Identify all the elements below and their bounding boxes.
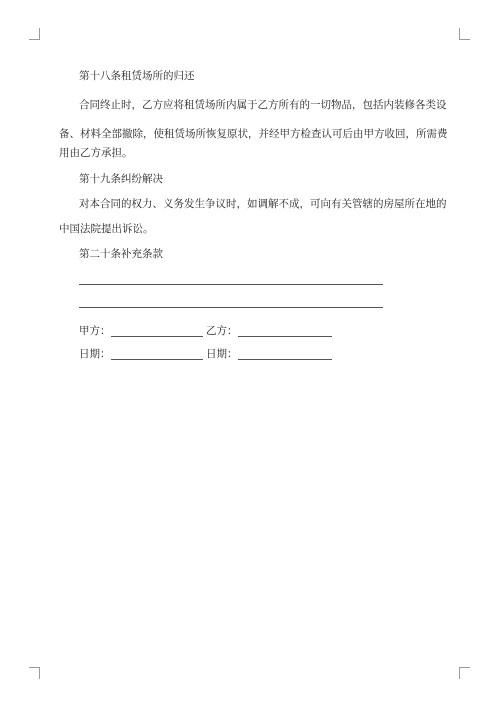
crop-mark-top-right: [459, 28, 470, 40]
crop-mark-bottom-right: [459, 667, 470, 679]
supplementary-terms-blank-line-1[interactable]: [79, 284, 383, 285]
party-b-signature-line[interactable]: [238, 336, 332, 337]
article-19-line-2: 中国法院提出诉讼。: [59, 223, 154, 235]
party-signature-row: [79, 324, 339, 338]
party-b-label: 乙方：: [206, 325, 238, 337]
date-b-label: 日期：: [206, 348, 238, 360]
article-18-line-1: 合同终止时，乙方应将租赁场所内属于乙方所有的一切物品，包括内装修各类设: [79, 99, 447, 111]
article-19-heading: 第十九条纠纷解决: [79, 173, 163, 185]
date-a-label: 日期：: [79, 348, 111, 360]
article-20-heading: 第二十条补充条款: [79, 248, 163, 260]
date-b-line[interactable]: [238, 359, 332, 360]
crop-mark-bottom-left: [29, 667, 40, 679]
date-signature-row: [79, 347, 339, 361]
party-a-label: 甲方：: [79, 325, 111, 337]
crop-mark-top-left: [29, 28, 40, 40]
article-18-line-2: 备、材料全部撤除，使租赁场所恢复原状，并经甲方检查认可后由甲方收回，所需费: [59, 128, 448, 140]
supplementary-terms-blank-line-2[interactable]: [79, 307, 383, 308]
article-19-line-1: 对本合同的权力、义务发生争议时，如调解不成，可向有关管辖的房屋所在地的: [79, 198, 447, 210]
article-18-heading: 第十八条租赁场所的归还: [79, 70, 195, 82]
party-a-signature-line[interactable]: [111, 336, 203, 337]
article-18-line-3: 用由乙方承担。: [59, 147, 133, 159]
date-a-line[interactable]: [111, 359, 203, 360]
